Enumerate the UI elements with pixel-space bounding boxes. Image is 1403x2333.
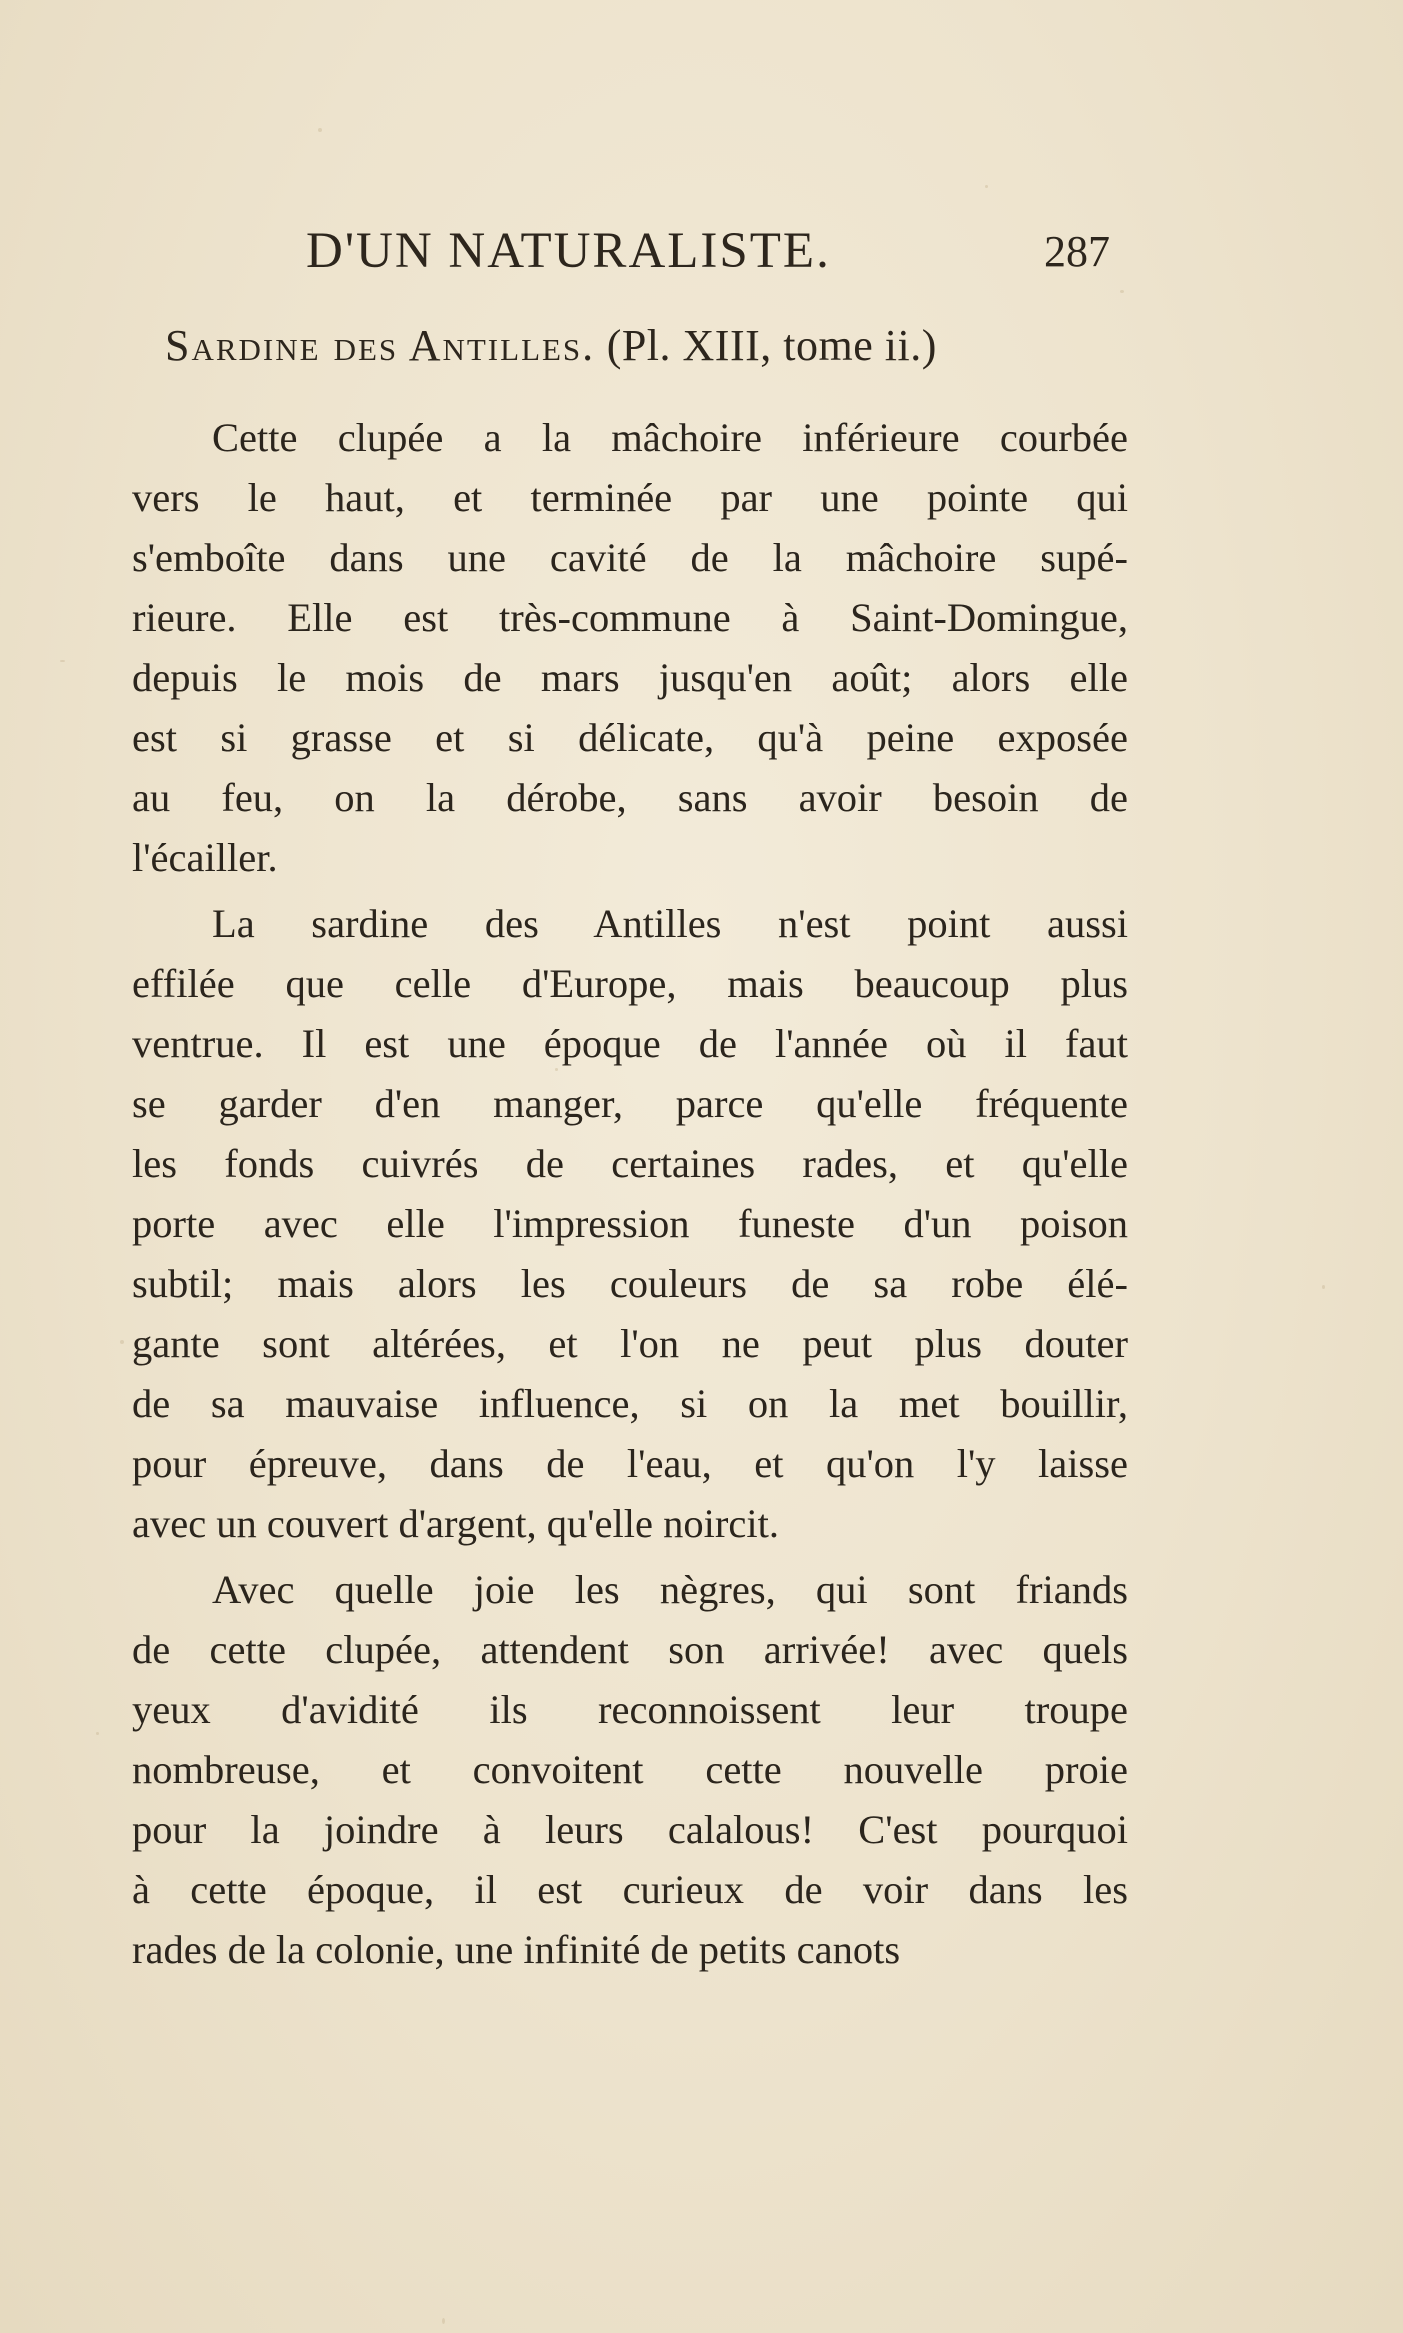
text-line: nombreuse, et convoitent cette nouvelle proie <box>132 1747 1128 1792</box>
text-line: rieure. Elle est très-commune à Saint-Domingue, <box>132 595 1128 640</box>
paper-speck <box>120 1340 124 1344</box>
section-heading <box>165 320 1125 371</box>
text-line: rades de la colonie, une infinité de petits canots <box>132 1927 901 1972</box>
text-line: ventrue. Il est une époque de l'année où il faut <box>132 1021 1128 1066</box>
paper-speck <box>318 128 322 132</box>
text-line: yeux d'avidité ils reconnoissent leur troupe <box>132 1687 1128 1732</box>
page-number: 287 <box>1044 227 1110 276</box>
running-title: D'UN NATURALISTE. <box>306 223 831 279</box>
text-line: La sardine des Antilles n'est point aussi <box>212 901 1128 946</box>
text-line: pour la joindre à leurs calalous! C'est pourquoi <box>132 1807 1128 1852</box>
paper-speck <box>1120 290 1124 293</box>
text-line: les fonds cuivrés de certaines rades, et qu'elle <box>132 1141 1128 1186</box>
paragraph <box>132 1560 1128 1980</box>
text-line: effilée que celle d'Europe, mais beaucoup plus <box>132 961 1128 1006</box>
paragraph-container <box>132 408 1128 1980</box>
text-line: depuis le mois de mars jusqu'en août; alors elle <box>132 655 1128 700</box>
text-line: Avec quelle joie les nègres, qui sont friands <box>212 1567 1128 1612</box>
text-line: vers le haut, et terminée par une pointe qui <box>132 475 1128 520</box>
text-line: de sa mauvaise influence, si on la met bouillir, <box>132 1381 1128 1426</box>
paper-speck <box>96 1732 99 1735</box>
paper-speck <box>1322 1285 1325 1289</box>
paper-speck <box>985 185 988 188</box>
paper-speck <box>442 2318 445 2324</box>
text-line: s'emboîte dans une cavité de la mâchoire supé- <box>132 535 1128 580</box>
text-line: est si grasse et si délicate, qu'à peine exposée <box>132 715 1128 760</box>
paragraph <box>132 894 1128 1554</box>
text-line: se garder d'en manger, parce qu'elle fréquente <box>132 1081 1128 1126</box>
text-line: pour épreuve, dans de l'eau, et qu'on l'y laisse <box>132 1441 1128 1486</box>
text-line: gante sont altérées, et l'on ne peut plus douter <box>132 1321 1128 1366</box>
section-heading-reference: (Pl. XIII, tome ii.) <box>606 321 937 370</box>
text-line: à cette époque, il est curieux de voir dans les <box>132 1867 1128 1912</box>
text-line: Cette clupée a la mâchoire inférieure courbée <box>212 415 1128 460</box>
text-line: au feu, on la dérobe, sans avoir besoin de <box>132 775 1128 820</box>
text-line: de cette clupée, attendent son arrivée! avec quels <box>132 1627 1128 1672</box>
paragraph <box>132 408 1128 888</box>
text-line: l'écailler. <box>132 835 278 880</box>
text-line: porte avec elle l'impression funeste d'un poison <box>132 1201 1128 1246</box>
section-heading-title: Sardine des Antilles. <box>165 321 596 370</box>
text-line: avec un couvert d'argent, qu'elle noircit. <box>132 1501 779 1546</box>
body-text <box>132 408 1128 1980</box>
paper-speck <box>60 660 65 662</box>
text-line: subtil; mais alors les couleurs de sa robe élé- <box>132 1261 1128 1306</box>
running-header <box>300 222 1130 284</box>
